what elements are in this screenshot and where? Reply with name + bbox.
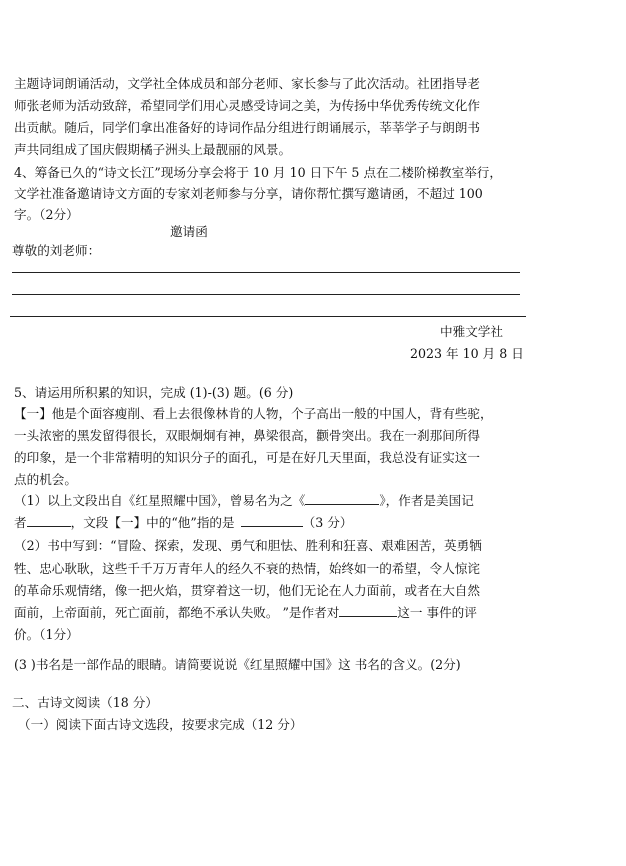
answer-line (12, 272, 520, 273)
q5-sub3: (3 )书名是一部作品的眼睛。请简要说说《红星照耀中国》这 书名的含义。(2分) (14, 657, 461, 672)
answer-blank[interactable] (27, 514, 71, 527)
answer-blank[interactable] (305, 492, 379, 505)
q5-passage-line: 【一】他是个面容瘦削、看上去很像林肯的人物，个子高出一般的中国人，背有些驼， (14, 406, 493, 421)
invitation-title: 邀请函 (170, 224, 208, 239)
intro-line: 声共同组成了国庆假期橘子洲头上最靓丽的风景。 (14, 142, 292, 157)
intro-line: 师张老师为活动致辞，希望同学们用心灵感受诗词之美，为传扬中华优秀传统文化作 (14, 98, 480, 113)
answer-line (12, 294, 520, 295)
intro-line: 出贡献。随后，同学们拿出准备好的诗词作品分组进行朗诵展示，莘莘学子与朗朗书 (14, 120, 480, 135)
q5-sub1-text: 》，作者是美国记 (379, 493, 474, 508)
q5-sub1-line2 (14, 514, 614, 532)
answer-blank[interactable] (339, 604, 397, 617)
q4-line: 字。（2分） (14, 207, 79, 222)
q5-sub2-line: （2）书中写到：“冒险、探索，发现、勇气和胆怯、胜利和狂喜、艰难困苦，英勇牺 (14, 538, 482, 553)
q5-passage-line: 一头浓密的黑发留得很长，双眼炯炯有神，鼻梁很高，颧骨突出。我在一刹那间所得 (14, 428, 480, 443)
q5-sub1-text: （3 分） (302, 515, 353, 530)
q4-line: 4、筹备已久的“诗文长江”现场分享会将于 10 月 10 日下午 5 点在二楼阶梯教室举行， (14, 165, 502, 180)
q5-sub2-line: 的革命乐观情绪，像一把火焰，贯穿着这一切，他们无论在人力面前，或者在大自然 (14, 583, 480, 598)
q5-passage-line: 的印象，是一个非常精明的知识分子的面孔，可是在好几天里面，我总没有证实这一 (14, 450, 480, 465)
invitation-salutation: 尊敬的刘老师： (12, 243, 101, 258)
q5-sub1-line1 (14, 492, 614, 510)
q5-sub2-text: 这一 事件的评 (397, 605, 477, 620)
q5-sub2-line: 牲、忠心耿耿，这些千千万万青年人的经久不衰的热情，始终如一的希望，令人惊诧 (14, 561, 480, 576)
q4-line: 文学社准备邀请诗文方面的专家刘老师参与分享，请你帮忙撰写邀请函，不超过 100 (14, 186, 483, 201)
q5-passage-line: 点的机会。 (14, 472, 77, 487)
q5-sub2-line4 (14, 604, 614, 622)
q5-sub2-end: 价。（1分） (14, 627, 79, 642)
intro-line: 主题诗词朗诵活动，文学社全体成员和部分老师、家长参与了此次活动。社团指导老 (14, 76, 480, 91)
q5-sub1-text: （1）以上文段出自《红星照耀中国》，曾易名为之《 (14, 493, 306, 508)
section-heading: 二、古诗文阅读（18 分） (12, 695, 158, 710)
q5-sub1-text: 者 (14, 515, 27, 530)
signature-org: 中雅文学社 (440, 324, 503, 339)
answer-blank[interactable] (241, 514, 303, 527)
q5-sub1-text: ，文段【一】中的“他”指的是 (70, 515, 235, 530)
q5-header: 5、请运用所积累的知识，完成 (1)-(3) 题。(6 分) (14, 385, 294, 400)
section-subheading: （一）阅读下面古诗文选段，按要求完成（12 分） (18, 717, 303, 732)
signature-date: 2023 年 10 月 8 日 (410, 346, 524, 361)
q5-sub2-text: 面前，上帝面前，死亡面前，都绝不承认失败。 ”是作者对 (14, 605, 340, 620)
answer-line (10, 316, 526, 317)
